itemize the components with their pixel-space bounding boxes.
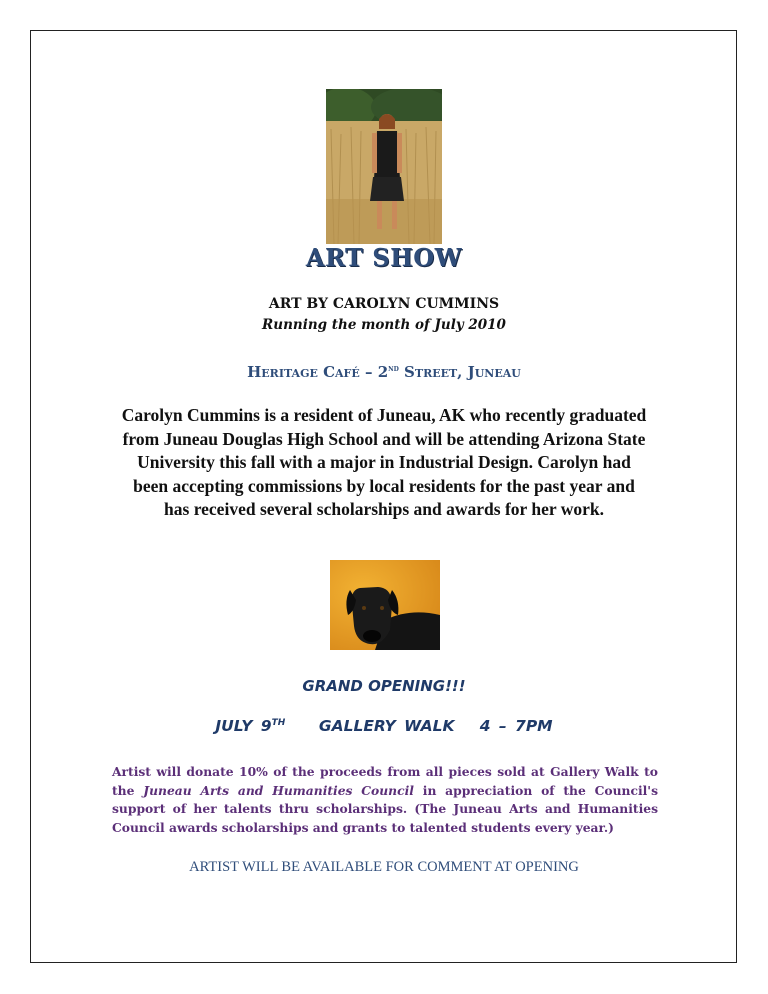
venue-name: Heritage Café – 2 — [247, 363, 389, 381]
walk-event: GALLERY WALK — [318, 717, 455, 735]
venue-street: Street, Juneau — [398, 363, 521, 381]
dog-painting — [330, 560, 440, 650]
availability-note: ARTIST WILL BE AVAILABLE FOR COMMENT AT OPENING — [189, 859, 579, 875]
council-name: Juneau Arts and Humanities Council — [143, 782, 414, 798]
donation-text-2: in appreciation of the Council's support of her talents thru scholarships. (The Juneau Arts and Humanities Council awards scholarships and grants to talented students every year.) — [112, 782, 658, 835]
walk-date-suffix: TH — [271, 717, 286, 728]
artist-photo — [326, 89, 442, 244]
gallery-walk-line — [0, 717, 768, 735]
show-duration: Running the month of July 2010 — [262, 317, 506, 333]
artist-byline: ART BY CAROLYN CUMMINS — [268, 296, 500, 312]
walk-time: 4 – 7PM — [479, 717, 553, 735]
grand-opening-heading: GRAND OPENING!!! — [302, 677, 466, 695]
walk-date: JULY 9 — [215, 717, 272, 735]
venue-superscript: nd — [388, 364, 399, 374]
donation-note — [112, 763, 658, 837]
page-title: ART SHOW — [305, 243, 463, 272]
venue-heading — [0, 363, 768, 381]
artist-bio: Carolyn Cummins is a resident of Juneau, AK who recently graduated from Juneau Douglas High School and will be attending Arizona State University this fall with a major in Industrial Design. Carolyn had been accepting commissions by local residents for the past year and has received several scholarships and awards for her work. — [121, 405, 647, 519]
donation-text-1: Artist will donate 10% of the proceeds from all pieces sold at Gallery Walk to the — [112, 764, 658, 798]
